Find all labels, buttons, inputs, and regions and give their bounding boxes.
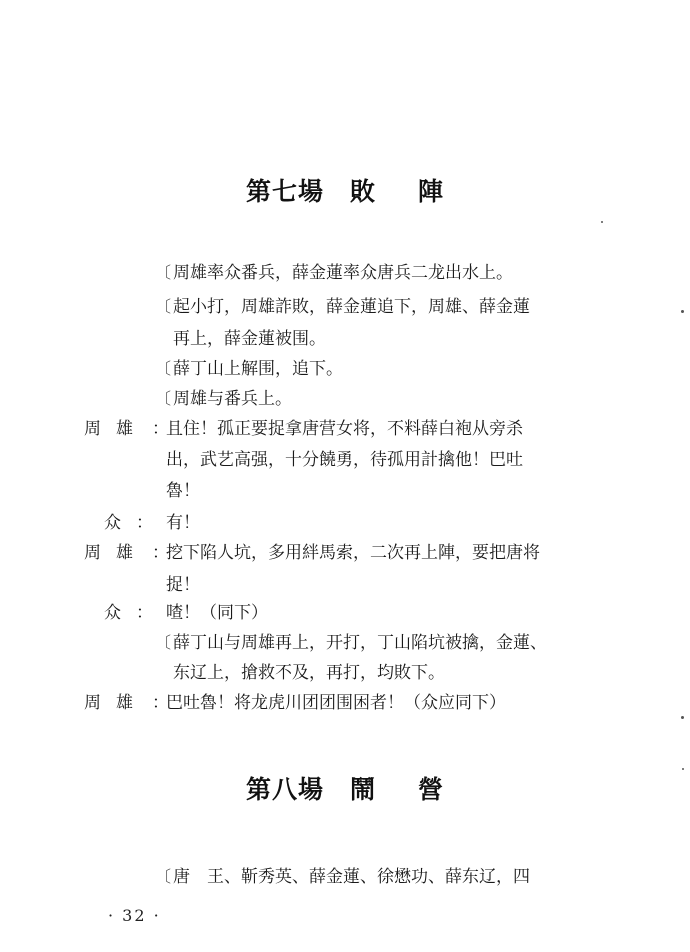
dialogue-line: 且住！孤正要捉拿唐营女将，不料薛白袍从旁杀 <box>166 419 523 439</box>
speaker-colon: ： <box>136 603 153 623</box>
scene-number: 第八場 <box>245 775 324 804</box>
scan-speck <box>681 716 684 719</box>
bracket-mark: 〔 <box>155 263 172 282</box>
scene-name-part: 陣 <box>418 177 445 206</box>
scene-number: 第七場 <box>245 177 324 206</box>
bracket-mark: 〔 <box>155 297 172 316</box>
stage-direction: 〔 薛丁山与周雄再上，开打，丁山陷坑被擒，金蓮、 <box>155 628 547 653</box>
dialogue-line: 出，武艺高强，十分饒勇，待孤用計擒他！巴吐 <box>166 450 523 470</box>
stage-direction: 〔 唐 王、靳秀英、薛金蓮、徐懋功、薛东辽，四 <box>155 862 530 887</box>
speaker-colon: ： <box>152 693 169 713</box>
stage-direction: 〔 薛丁山上解围，追下。 <box>155 354 343 379</box>
bracket-mark: 〔 <box>155 359 172 378</box>
scene-name-part: 營 <box>418 775 445 804</box>
speaker-name: 周 雄 <box>84 419 133 439</box>
stage-direction: 〔 起小打，周雄詐敗，薛金蓮追下，周雄、薛金蓮 <box>155 292 530 317</box>
dialogue-line: 巴吐魯！将龙虎川团团围困者！（众应同下） <box>166 693 506 713</box>
scene-name-part: 鬧 <box>349 775 376 804</box>
scan-speck <box>682 768 684 770</box>
stage-direction: 〔 周雄率众番兵，薛金蓮率众唐兵二龙出水上。 <box>155 258 513 283</box>
speaker-name: 周 雄 <box>84 693 133 713</box>
stage-direction: 再上，薛金蓮被围。 <box>173 329 326 349</box>
speaker-colon: ： <box>136 513 153 533</box>
dialogue-line: 捉！ <box>166 575 200 595</box>
scene-title <box>0 770 690 806</box>
scan-speck <box>601 221 603 223</box>
bracket-mark: 〔 <box>155 633 172 652</box>
speaker-name: 众 <box>104 603 121 623</box>
stage-direction: 〔 周雄与番兵上。 <box>155 384 292 409</box>
bracket-mark: 〔 <box>155 867 172 886</box>
dialogue-line: 挖下陷人坑，多用絆馬索，二次再上陣，要把唐将 <box>166 543 540 563</box>
dialogue-line: 魯！ <box>166 481 200 501</box>
bracket-mark: 〔 <box>155 389 172 408</box>
speaker-colon: ： <box>152 543 169 563</box>
speaker-name: 众 <box>104 513 121 533</box>
scene-title <box>0 172 690 208</box>
page-number: · 32 · <box>108 906 161 925</box>
speaker-colon: ： <box>152 419 169 439</box>
dialogue-line: 有！ <box>166 513 200 533</box>
stage-direction: 东辽上，搶救不及，再打，均敗下。 <box>173 663 445 683</box>
speaker-name: 周 雄 <box>84 543 133 563</box>
scan-speck <box>681 310 684 313</box>
scene-name-part: 敗 <box>349 177 376 206</box>
dialogue-line: 喳！（同下） <box>166 603 268 623</box>
